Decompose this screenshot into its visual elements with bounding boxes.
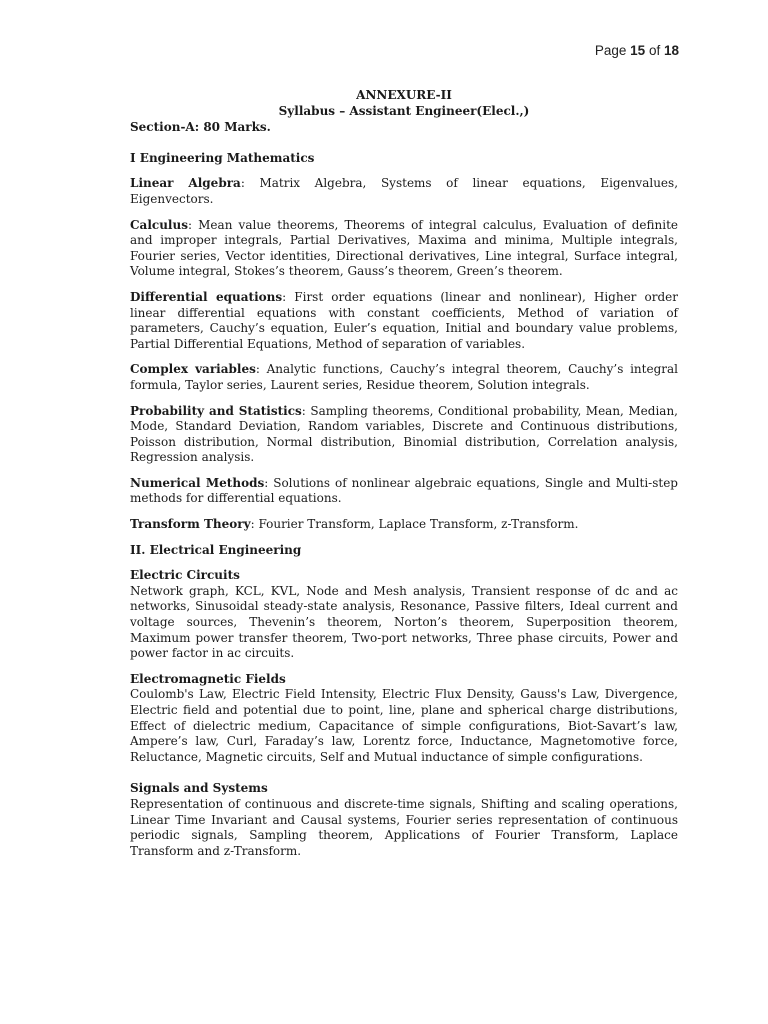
topic-numerical-methods: Numerical Methods: Solutions of nonlinear algebraic equations, Single and Multi-step methods for differential equations. (130, 475, 678, 506)
document-body (130, 88, 678, 869)
subject-signals-systems-text: Representation of continuous and discrete-time signals, Shifting and scaling operations, Linear Time Invariant and Causal systems, Fourier series representation of continuous periodic signals, Sampling theorem, Applications of Fourier Transform, Laplace Transform and z-Transform. (130, 796, 678, 858)
topic-complex-variables: Complex variables: Analytic functions, Cauchy’s integral theorem, Cauchy’s integral formula, Taylor series, Laurent series, Residue theorem, Solution integrals. (130, 362, 678, 392)
page-number: Page 15 of 18 (594, 43, 679, 58)
topic-transform-theory: Transform Theory: Fourier Transform, Laplace Transform, z-Transform. (130, 517, 579, 532)
topic-differential-equations: Differential equations: First order equations (linear and nonlinear), Higher order linear differential equations with constant coefficients, Method of variation of parameters, Cauchy’s equation, Euler’s equation, Initial and boundary value problems, Partial Differential Equations, Method of separation of variables. (130, 289, 678, 351)
part2-heading: II. Electrical Engineering (130, 542, 302, 557)
subject-electromagnetic-fields-title: Electromagnetic Fields (130, 671, 286, 686)
subject-electric-circuits-title: Electric Circuits (130, 568, 240, 583)
subject-electric-circuits-text: Network graph, KCL, KVL, Node and Mesh analysis, Transient response of dc and ac networks, Sinusoidal steady-state analysis, Resonance, Passive filters, Ideal current and voltage sources, Thevenin’s theorem, Norton’s theorem, Superposition theorem, Maximum power transfer theorem, Two-port networks, Three phase circuits, Power and power factor in ac circuits. (130, 583, 678, 661)
topic-linear-algebra: Linear Algebra: Matrix Algebra, Systems of linear equations, Eigenvalues, Eigenvectors. (130, 176, 679, 206)
topic-probability-statistics: Probability and Statistics: Sampling theorems, Conditional probability, Mean, Median, Mode, Standard Deviation, Random variables, Discrete and Continuous distributions, Poisson distribution, Normal distribution, Binomial distribution, Correlation analysis, Regression analysis. (130, 403, 678, 465)
topic-calculus: Calculus: Mean value theorems, Theorems of integral calculus, Evaluation of definite and improper integrals, Partial Derivatives, Maxima and minima, Multiple integrals, Fourier series, Vector identities, Directional derivatives, Line integral, Surface integral, Volume integral, Stokes’s theorem, Gauss’s theorem, Green’s theorem. (130, 217, 678, 279)
part1-heading: I Engineering Mathematics (130, 150, 315, 165)
section-heading: Section-A: 80 Marks. (130, 120, 271, 135)
syllabus-title: Syllabus – Assistant Engineer(Elecl.,) (278, 103, 530, 118)
annexure-title: ANNEXURE-II (356, 88, 452, 102)
subject-signals-systems-title: Signals and Systems (130, 781, 268, 796)
subject-electromagnetic-fields-text: Coulomb's Law, Electric Field Intensity, Electric Flux Density, Gauss's Law, Divergence, Electric field and potential due to point, line, plane and spherical charge distributions, Effect of dielectric medium, Capacitance of simple configurations, Biot-Savart’s law, Ampere’s law, Curl, Faraday’s law, Lorentz force, Inductance, Magnetomotive force, Reluctance, Magnetic circuits, Self and Mutual inductance of simple configurations. (130, 687, 678, 764)
